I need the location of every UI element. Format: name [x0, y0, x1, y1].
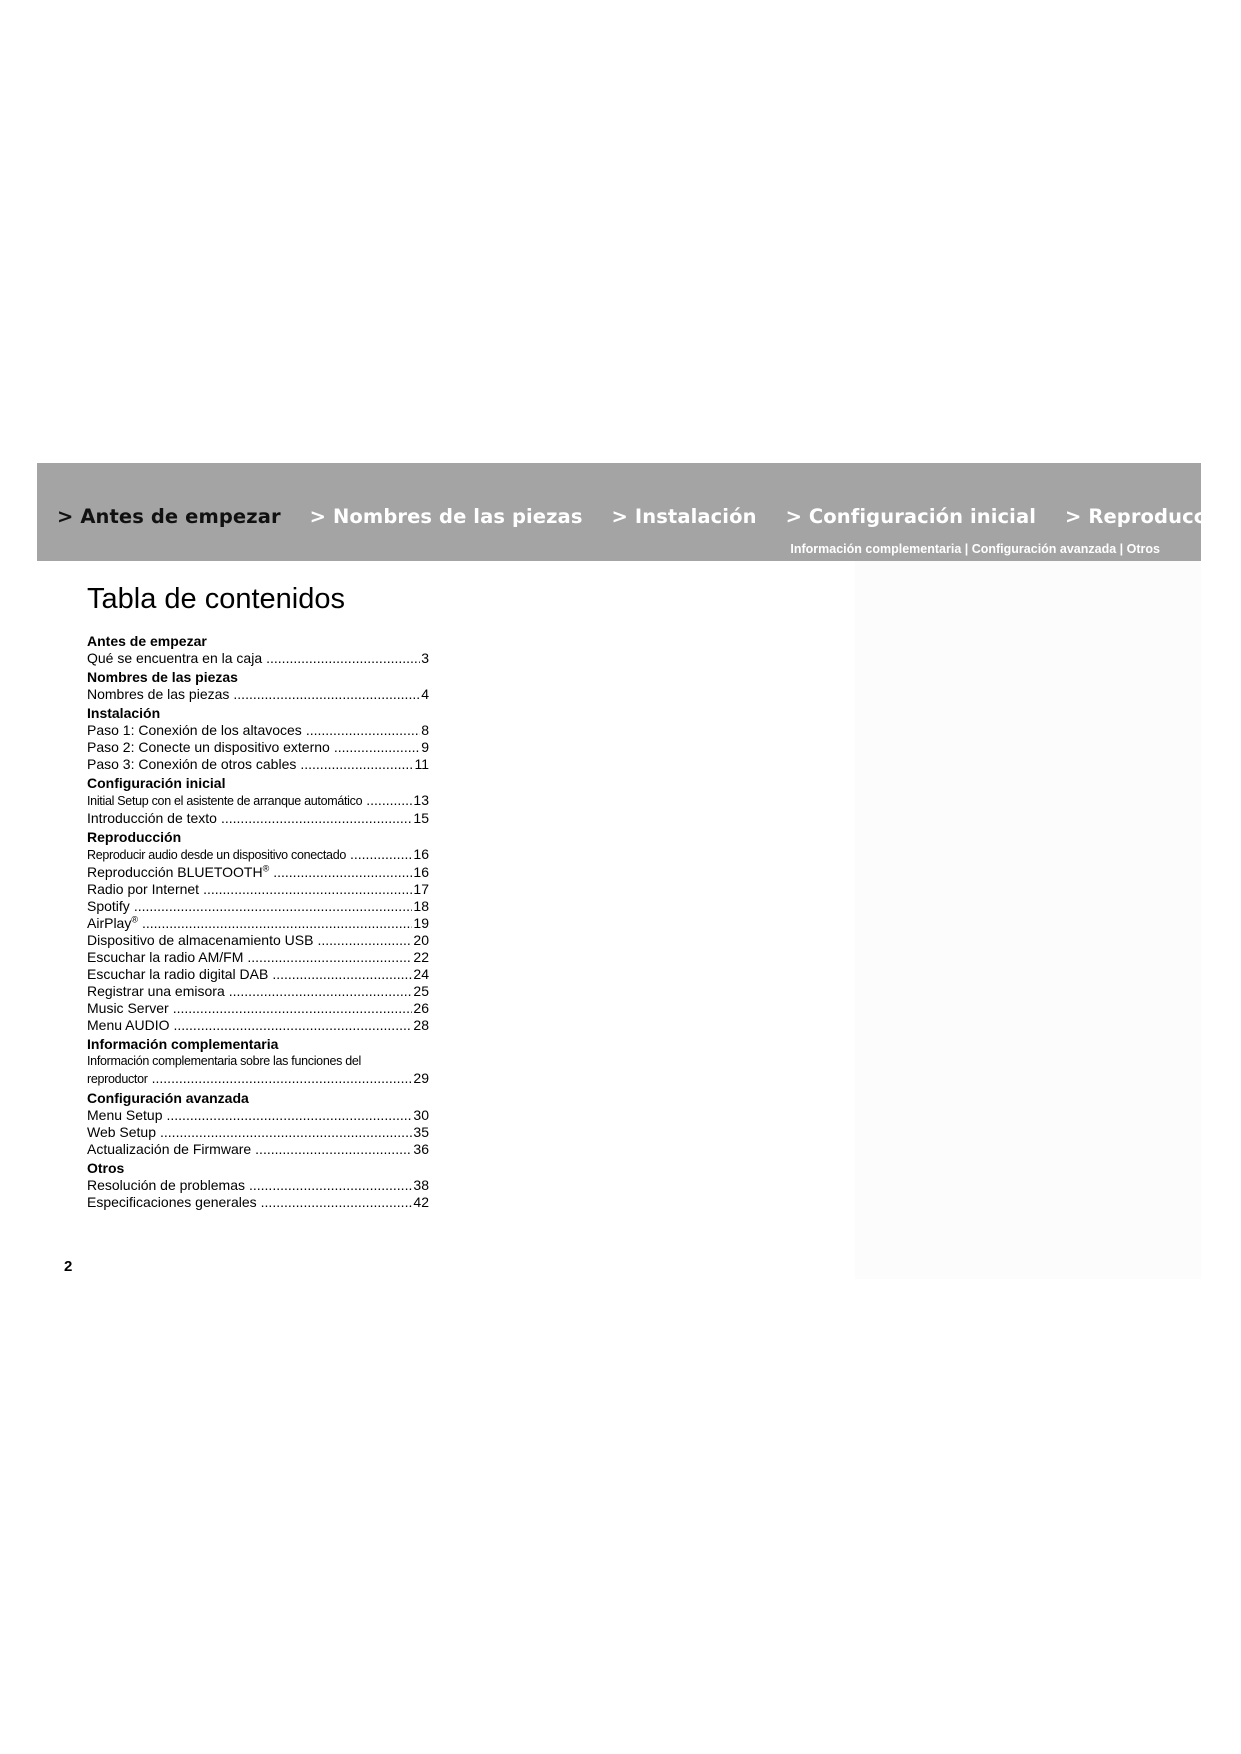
toc-entry-page: 30	[413, 1107, 429, 1123]
toc-entry[interactable]	[87, 650, 429, 667]
toc-entry-label: Registrar una emisora	[87, 983, 225, 999]
leader-dots	[229, 983, 413, 1000]
toc-entry-label: Paso 2: Conecte un dispositivo externo	[87, 739, 330, 755]
page-number: 2	[64, 1258, 73, 1275]
toc-entry-page: 26	[413, 1000, 429, 1016]
toc-entry-page: 35	[413, 1124, 429, 1140]
toc-entry-label: Especificaciones generales	[87, 1194, 257, 1210]
leader-dots	[142, 915, 412, 932]
toc-entry-page: 13	[413, 792, 429, 808]
toc-section-heading: Configuración inicial	[87, 775, 226, 791]
toc-entry-page: 11	[414, 756, 429, 772]
header-navigation-band	[37, 463, 1240, 561]
toc-entry-label: Menu Setup	[87, 1107, 163, 1123]
toc-entry[interactable]	[87, 1107, 429, 1124]
toc-section-heading: Otros	[87, 1160, 125, 1176]
page-title: Tabla de contenidos	[87, 583, 345, 615]
leader-dots	[173, 1000, 413, 1017]
toc-entry[interactable]	[87, 756, 429, 773]
toc-entry-label: Reproducir audio desde un dispositivo conectado	[87, 848, 346, 862]
toc-entry[interactable]	[87, 1124, 429, 1141]
toc-entry-page: 19	[413, 915, 429, 931]
toc-entry-page: 4	[421, 686, 429, 702]
table-of-contents	[87, 580, 487, 1211]
leader-dots	[306, 722, 420, 739]
leader-dots	[366, 792, 412, 809]
leader-dots	[134, 898, 413, 915]
link-separator: |	[961, 542, 972, 556]
toc-entry[interactable]	[87, 932, 429, 949]
toc-entry-label-line[interactable]: Información complementaria sobre las funciones del	[87, 1054, 362, 1068]
leader-dots	[173, 1017, 412, 1034]
toc-entry-label: Escuchar la radio digital DAB	[87, 966, 269, 982]
toc-entry-page: 9	[421, 739, 429, 755]
toc-entry-page: 28	[413, 1017, 429, 1033]
tab-reproduccion[interactable]: > Reproducción	[1065, 505, 1240, 528]
right-column-blank	[855, 561, 1201, 1279]
toc-entry-label: Paso 3: Conexión de otros cables	[87, 756, 297, 772]
leader-dots	[334, 739, 420, 756]
toc-entry[interactable]	[87, 810, 429, 827]
toc-entry-label: Web Setup	[87, 1124, 157, 1140]
toc-entry-label: Dispositivo de almacenamiento USB	[87, 932, 314, 948]
leader-dots	[266, 650, 420, 667]
link-configuracion-avanzada[interactable]: Configuración avanzada	[971, 542, 1117, 556]
toc-entry-page: 3	[421, 650, 429, 666]
toc-entry[interactable]	[87, 792, 429, 810]
toc-entry-page: 24	[413, 966, 429, 982]
leader-dots	[203, 881, 412, 898]
toc-entry-page: 38	[413, 1177, 429, 1193]
toc-entry[interactable]	[87, 983, 429, 1000]
toc-entry-label: Music Server	[87, 1000, 169, 1016]
toc-entry-label: Resolución de problemas	[87, 1177, 245, 1193]
toc-section-heading: Instalación	[87, 705, 161, 721]
toc-entry-page: 36	[413, 1141, 429, 1157]
toc-entry-label	[87, 915, 138, 932]
toc-entry-page: 25	[413, 983, 429, 999]
leader-dots	[221, 810, 412, 827]
tab-antes-de-empezar[interactable]: > Antes de empezar	[57, 505, 281, 528]
secondary-links	[790, 542, 1160, 556]
toc-entry-page: 15	[413, 810, 429, 826]
toc-entry[interactable]	[87, 966, 429, 983]
toc-entry-page: 17	[413, 881, 429, 897]
toc-entry[interactable]	[87, 739, 429, 756]
leader-dots	[233, 686, 420, 703]
toc-section-heading: Información complementaria	[87, 1036, 279, 1052]
leader-dots	[317, 932, 412, 949]
toc-entry[interactable]	[87, 1000, 429, 1017]
toc-entry[interactable]	[87, 686, 429, 703]
tab-instalacion[interactable]: > Instalación	[611, 505, 757, 528]
toc-entry-label: Menu AUDIO	[87, 1017, 170, 1033]
registered-mark: ®	[262, 863, 270, 874]
toc-entry-label: Paso 1: Conexión de los altavoces	[87, 722, 302, 738]
link-separator: |	[1116, 542, 1127, 556]
toc-entry-label: Escuchar la radio AM/FM	[87, 949, 244, 965]
toc-entry-label: Radio por Internet	[87, 881, 200, 897]
toc-section-heading: Antes de empezar	[87, 633, 207, 649]
leader-dots	[160, 1124, 412, 1141]
toc-entry[interactable]	[87, 722, 429, 739]
toc-entry[interactable]	[87, 1194, 429, 1211]
leader-dots	[152, 1070, 413, 1087]
toc-entry-text: Reproducción BLUETOOTH	[87, 864, 263, 880]
toc-entry-label: Initial Setup con el asistente de arranque automático	[87, 794, 363, 808]
toc-entry[interactable]	[87, 1070, 429, 1088]
toc-entry[interactable]	[87, 949, 429, 966]
toc-entry-label: Nombres de las piezas	[87, 686, 230, 702]
toc-entry-label: Introducción de texto	[87, 810, 217, 826]
toc-entry-label	[87, 864, 269, 881]
toc-entry-label: Spotify	[87, 898, 130, 914]
toc-entry-text: AirPlay	[87, 915, 132, 931]
toc-entry[interactable]	[87, 1141, 429, 1158]
registered-mark: ®	[131, 914, 138, 925]
tab-configuracion-inicial[interactable]: > Configuración inicial	[785, 505, 1037, 528]
leader-dots	[272, 966, 412, 983]
link-informacion-complementaria[interactable]: Información complementaria	[790, 542, 962, 556]
toc-entry-label: reproductor	[87, 1072, 148, 1086]
toc-entry-page: 16	[413, 846, 429, 862]
leader-dots	[255, 1141, 412, 1158]
toc-entry[interactable]	[87, 864, 429, 881]
leader-dots	[261, 1194, 413, 1211]
leader-dots	[300, 756, 413, 773]
toc-entry-page: 8	[421, 722, 429, 738]
toc-section-heading: Nombres de las piezas	[87, 669, 238, 685]
toc-entry-page: 22	[413, 949, 429, 965]
toc-entry-page: 20	[413, 932, 429, 948]
toc-entry-page: 42	[413, 1194, 429, 1210]
toc-entry[interactable]	[87, 1177, 429, 1194]
toc-entry-label: Actualización de Firmware	[87, 1141, 252, 1157]
leader-dots	[247, 949, 412, 966]
leader-dots	[273, 864, 412, 881]
link-otros[interactable]: Otros	[1126, 542, 1160, 556]
toc-entry[interactable]	[87, 898, 429, 915]
toc-entry-page: 29	[413, 1070, 429, 1086]
toc-entry[interactable]	[87, 1017, 429, 1034]
chapter-tabs	[57, 505, 1241, 528]
toc-entry[interactable]	[87, 881, 429, 898]
leader-dots	[249, 1177, 412, 1194]
toc-section-heading: Reproducción	[87, 829, 182, 845]
toc-section-heading: Configuración avanzada	[87, 1090, 249, 1106]
toc-entry-label: Qué se encuentra en la caja	[87, 650, 263, 666]
toc-entry[interactable]	[87, 846, 429, 864]
toc-entry[interactable]	[87, 915, 429, 932]
leader-dots	[350, 846, 412, 863]
leader-dots	[167, 1107, 413, 1124]
tab-nombres-de-las-piezas[interactable]: > Nombres de las piezas	[309, 505, 583, 528]
toc-entry-page: 16	[413, 864, 429, 880]
toc-entry-page: 18	[413, 898, 429, 914]
